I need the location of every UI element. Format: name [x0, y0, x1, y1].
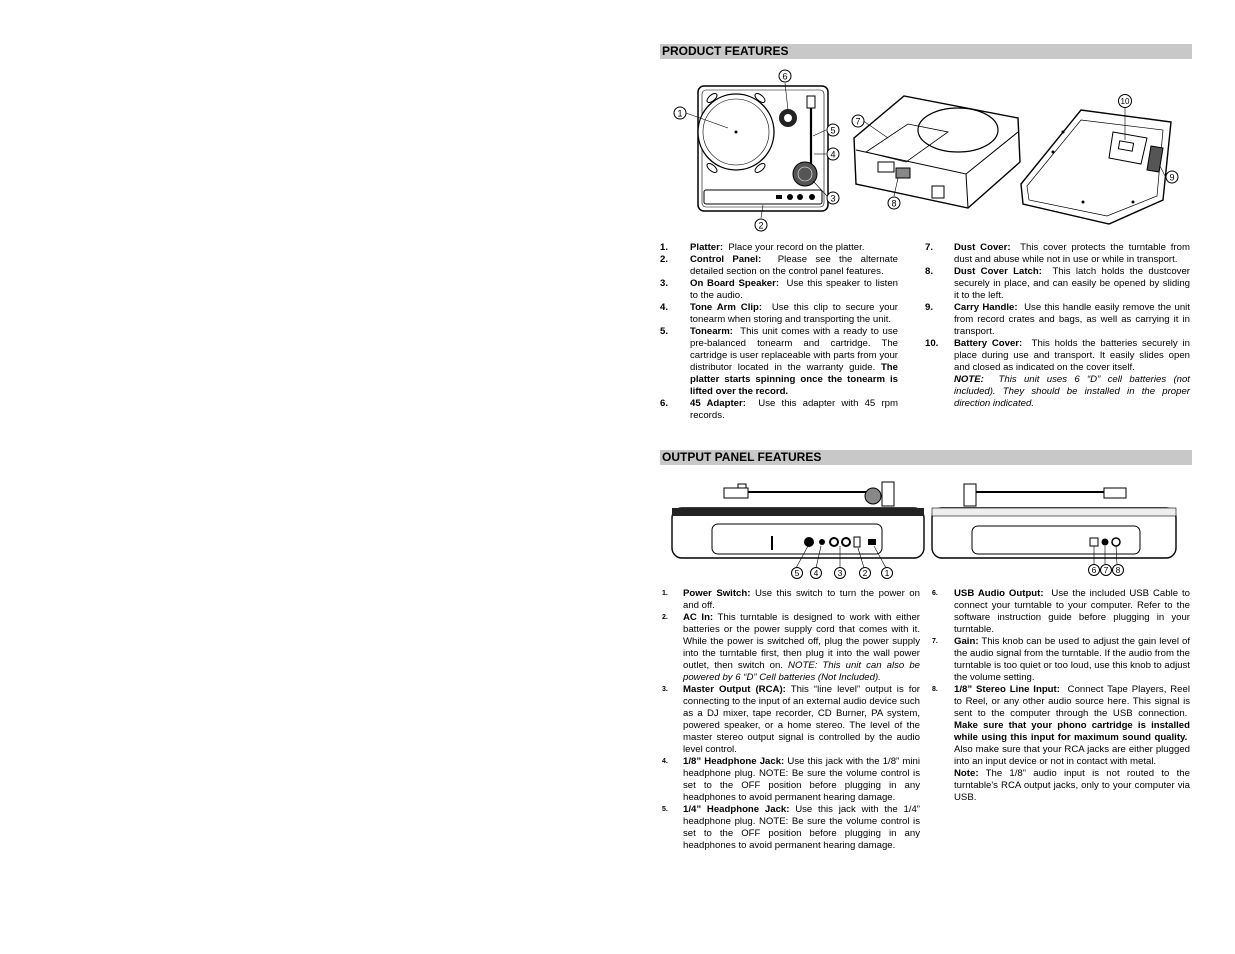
- svg-text:5: 5: [830, 125, 836, 136]
- callout-2: [755, 219, 767, 231]
- svg-text:8: 8: [891, 198, 897, 209]
- list-item: 4. 1/8” Headphone Jack: Use this jack with the 1/8” mini headphone plug. NOTE: Be sure the volume control is set to the OFF position before plugging in any headphones to avoid permanent hearing damage.: [662, 756, 920, 803]
- list-item: 5. Tonearm: This unit comes with a ready to use pre-balanced tonearm and cartridge. The cartridge is user replaceable with parts from your distributor located in the warranty guide. The platter starts spinning once the tonearm is lifted over the record.: [660, 326, 898, 397]
- svg-text:2: 2: [758, 220, 764, 231]
- svg-text:5: 5: [794, 568, 800, 578]
- list-item: 1. Power Switch: Use this switch to turn the power on and off.: [662, 588, 920, 611]
- svg-text:6: 6: [782, 71, 788, 82]
- list-item: 5. 1/4” Headphone Jack: Use this jack with the 1/4” headphone plug. NOTE: Be sure the volume control is set to the OFF position before plugging in any headphones to avoid permanent hearing damage.: [662, 804, 920, 851]
- list-item: 2. AC In: This turntable is designed to work with either batteries or the power supply cord that comes with it. While the power is switched off, plug the power supply into the turntable first, then plug it into the wall power outlet, then switch on. NOTE: This unit can also be powered by 6 “D” Cell batteries (Not Included).: [662, 612, 920, 683]
- callout-5: [827, 124, 839, 136]
- callout-output-2: [860, 568, 871, 579]
- callout-9: [1166, 171, 1178, 183]
- svg-text:1: 1: [884, 568, 890, 578]
- list-item: 9. Carry Handle: Use this handle easily remove the unit from record crates and bags, as well as carrying it in transport.: [925, 302, 1190, 337]
- svg-text:9: 9: [1169, 172, 1175, 183]
- svg-text:8: 8: [1115, 565, 1121, 575]
- list-item: 8. 1/8” Stereo Line Input: Connect Tape Players, Reel to Reel, or any other audio source here. This signal is sent to the computer through the USB connection. Make sure that your phono cartridge is installed while using this input for maximum sound quality. Also make sure that your RCA jacks are either plugged into an input device or not in contact with metal. Note: The 1/8” audio input is not routed to the turntable's RCA output jacks, only to your computer via USB.: [932, 684, 1190, 803]
- output-list-right: [932, 588, 1190, 804]
- callout-output-8: [1113, 565, 1124, 576]
- svg-text:7: 7: [855, 116, 861, 127]
- callout-6: [779, 70, 791, 82]
- svg-text:2: 2: [862, 568, 868, 578]
- list-item: 7. Dust Cover: This cover protects the turntable from dust and abuse while not in use or while in transport.: [925, 242, 1190, 265]
- svg-text:3: 3: [830, 193, 836, 204]
- turntable-top-view-figure: [668, 66, 843, 236]
- svg-text:4: 4: [813, 568, 819, 578]
- rear-panel-usb-figure: [928, 478, 1180, 580]
- output-panel-heading: OUTPUT PANEL FEATURES: [660, 450, 1192, 465]
- callout-8: [888, 197, 900, 209]
- list-item: 3. On Board Speaker: Use this speaker to listen to the audio.: [660, 278, 898, 301]
- underside-figure: [1013, 92, 1188, 230]
- list-item: 6. 45 Adapter: Use this adapter with 45 rpm records.: [660, 398, 898, 421]
- callout-output-3: [835, 568, 846, 579]
- list-item: 1. Platter: Place your record on the platter.: [660, 242, 865, 253]
- product-features-heading: PRODUCT FEATURES: [660, 44, 1192, 59]
- callout-output-5: [792, 568, 803, 579]
- list-item: 7. Gain: This knob can be used to adjust the gain level of the audio signal from the turntable. If the audio from the turntable is too quiet or too loud, use this knob to adjust the volume setting.: [932, 636, 1190, 683]
- callout-output-4: [811, 568, 822, 579]
- svg-text:7: 7: [1103, 565, 1109, 575]
- callout-4: [827, 148, 839, 160]
- callout-output-1: [882, 568, 893, 579]
- closed-case-figure: [848, 90, 1023, 215]
- svg-text:1: 1: [677, 108, 683, 119]
- list-item: 6. USB Audio Output: Use the included USB Cable to connect your turntable to your computer. Refer to the software instruction guide before plugging in your turntable.: [932, 588, 1190, 635]
- list-item: 3. Master Output (RCA): This “line level” output is for connecting to the input of an external audio device such as a DJ mixer, tape recorder, CD Burner, PA system, powered speaker, or a home stereo. The level of the master stereo output signal is controlled by the audio level control.: [662, 684, 920, 755]
- callout-7: [852, 115, 864, 127]
- list-item: 2. Control Panel: Please see the alternate detailed section on the control panel features.: [660, 254, 898, 277]
- callout-output-6: [1089, 565, 1100, 576]
- svg-text:4: 4: [830, 149, 836, 160]
- callout-output-7: [1101, 565, 1112, 576]
- list-item: 8. Dust Cover Latch: This latch holds the dustcover securely in place, and can easily be opened by sliding it to the left.: [925, 266, 1190, 301]
- svg-text:10: 10: [1120, 97, 1130, 106]
- callout-10: [1119, 95, 1132, 108]
- svg-text:3: 3: [837, 568, 843, 578]
- callout-1: [674, 107, 686, 119]
- list-item: 10. Battery Cover: This holds the batteries securely in place during use and transport. It easily slides open and closed as indicated on the cover itself. NOTE: This unit uses 6 “D” cell batteries (not included). They should be installed in the proper direction indicated.: [925, 338, 1190, 409]
- rear-panel-figure: [668, 478, 928, 583]
- product-list-right: [925, 242, 1190, 410]
- list-item: 4. Tone Arm Clip: Use this clip to secure your tonearm when storing and transporting the unit.: [660, 302, 898, 325]
- callout-3: [827, 192, 839, 204]
- product-list-left: [660, 242, 898, 422]
- output-list-left: [662, 588, 920, 852]
- svg-text:6: 6: [1091, 565, 1097, 575]
